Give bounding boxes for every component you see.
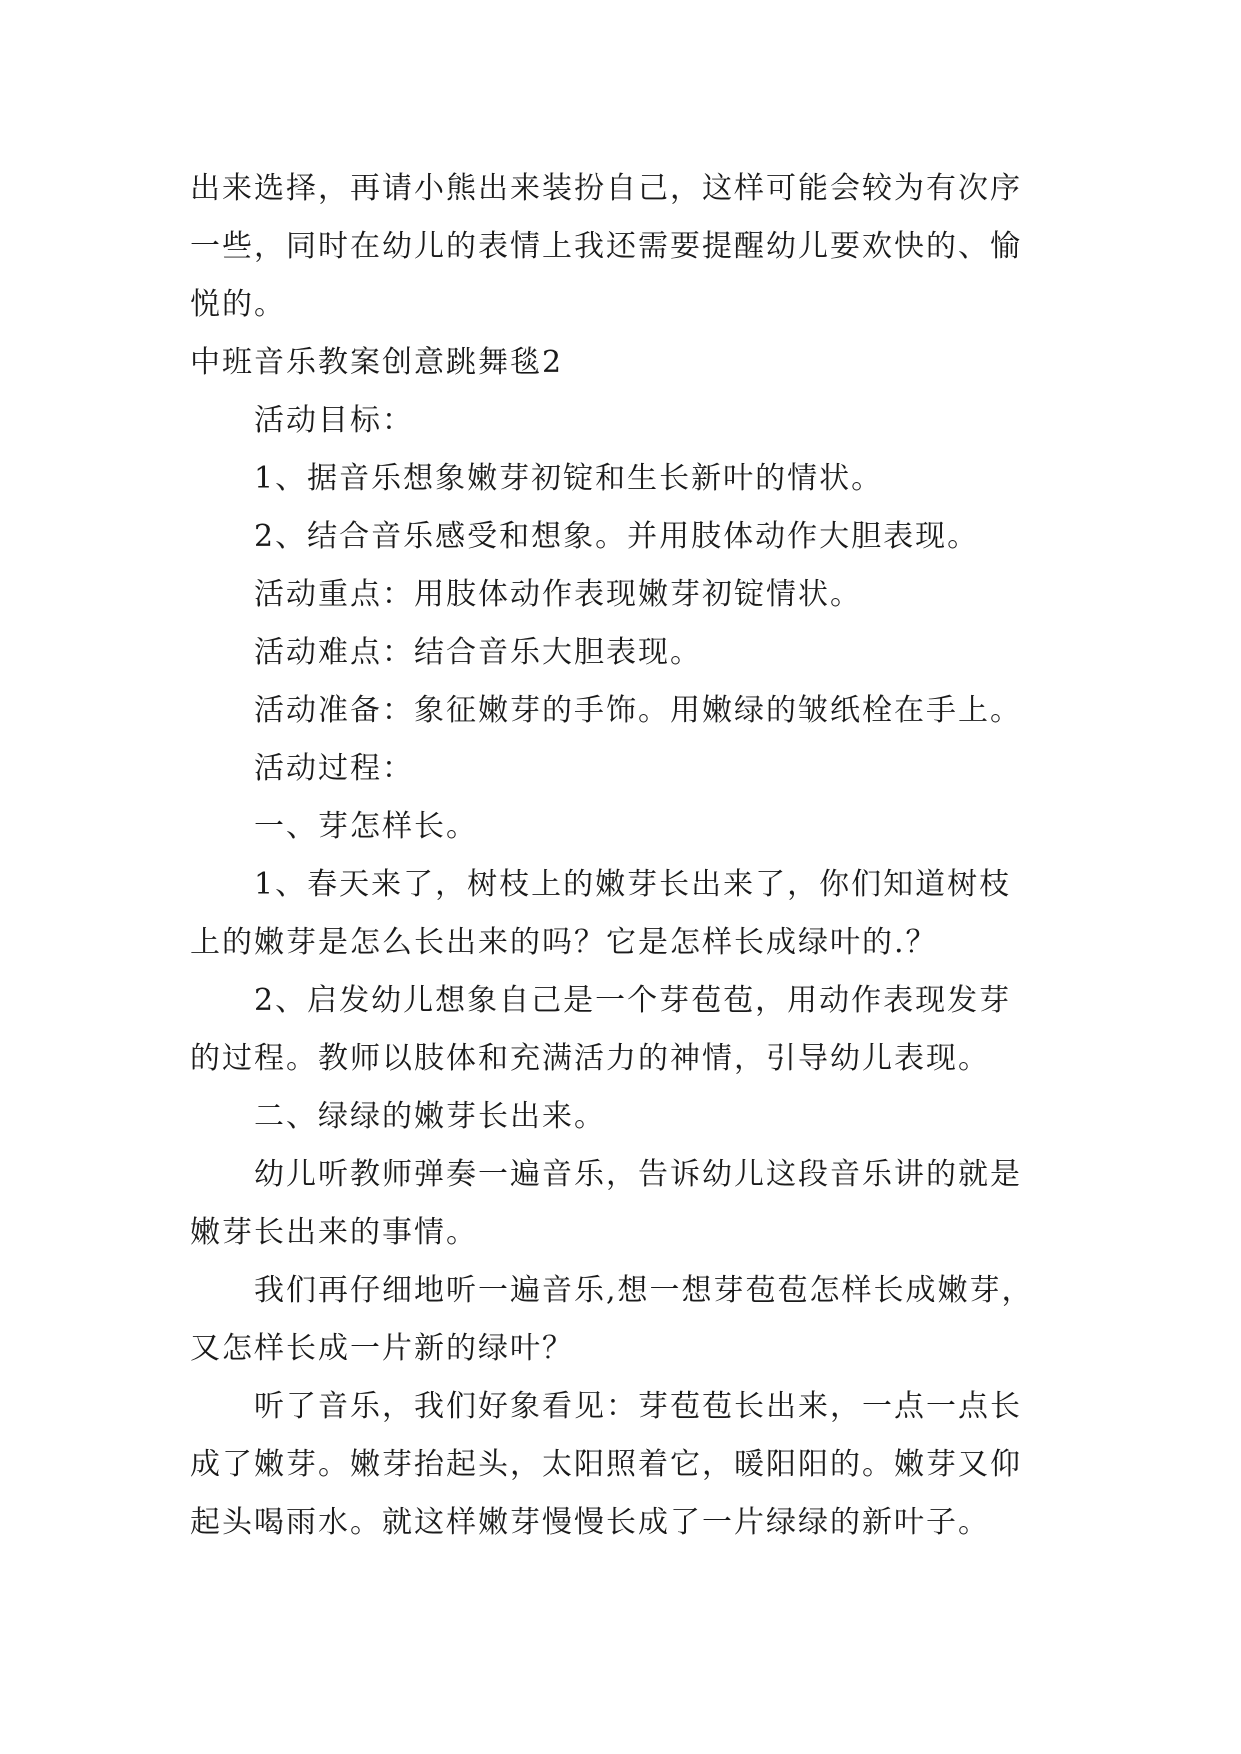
document-body bbox=[190, 160, 1090, 1552]
text-line: 1、春天来了，树枝上的嫩芽长出来了，你们知道树枝 bbox=[254, 867, 1012, 902]
text-line: 的过程。教师以肢体和充满活力的神情，引导幼儿表现。 bbox=[190, 1041, 990, 1076]
text-line: 1、据音乐想象嫩芽初锭和生长新叶的情状。 bbox=[254, 461, 884, 496]
text-line: 出来选择，再请小熊出来装扮自己，这样可能会较为有次序 bbox=[190, 171, 1022, 206]
text-line: 幼儿听教师弹奏一遍音乐，告诉幼儿这段音乐讲的就是 bbox=[254, 1157, 1022, 1192]
text-line: 一些，同时在幼儿的表情上我还需要提醒幼儿要欢快的、愉 bbox=[190, 229, 1022, 264]
text-line: 活动重点：用肢体动作表现嫩芽初锭情状。 bbox=[254, 577, 862, 612]
text-line: 嫩芽长出来的事情。 bbox=[190, 1215, 478, 1250]
text-line: 我们再仔细地听一遍音乐,想一想芽苞苞怎样长成嫩芽， bbox=[254, 1273, 1034, 1308]
text-line: 上的嫩芽是怎么长出来的吗？它是怎样长成绿叶的.？ bbox=[190, 925, 938, 960]
text-line: 听了音乐，我们好象看见：芽苞苞长出来，一点一点长 bbox=[254, 1389, 1022, 1424]
text-line: 又怎样长成一片新的绿叶？ bbox=[190, 1331, 574, 1366]
text-line: 成了嫩芽。嫩芽抬起头，太阳照着它，暖阳阳的。嫩芽又仰 bbox=[190, 1447, 1022, 1482]
text-line: 活动过程： bbox=[254, 751, 414, 786]
text-line: 2、启发幼儿想象自己是一个芽苞苞，用动作表现发芽 bbox=[254, 983, 1012, 1018]
text-line: 二、绿绿的嫩芽长出来。 bbox=[254, 1099, 606, 1134]
text-line: 起头喝雨水。就这样嫩芽慢慢长成了一片绿绿的新叶子。 bbox=[190, 1505, 990, 1540]
section-title: 中班音乐教案创意跳舞毯2 bbox=[190, 345, 564, 380]
text-line: 活动目标： bbox=[254, 403, 414, 438]
text-line: 一、芽怎样长。 bbox=[254, 809, 478, 844]
text-line: 活动难点：结合音乐大胆表现。 bbox=[254, 635, 702, 670]
text-line: 活动准备：象征嫩芽的手饰。用嫩绿的皱纸栓在手上。 bbox=[254, 693, 1022, 728]
text-line: 悦的。 bbox=[190, 287, 286, 322]
text-line: 2、结合音乐感受和想象。并用肢体动作大胆表现。 bbox=[254, 519, 980, 554]
